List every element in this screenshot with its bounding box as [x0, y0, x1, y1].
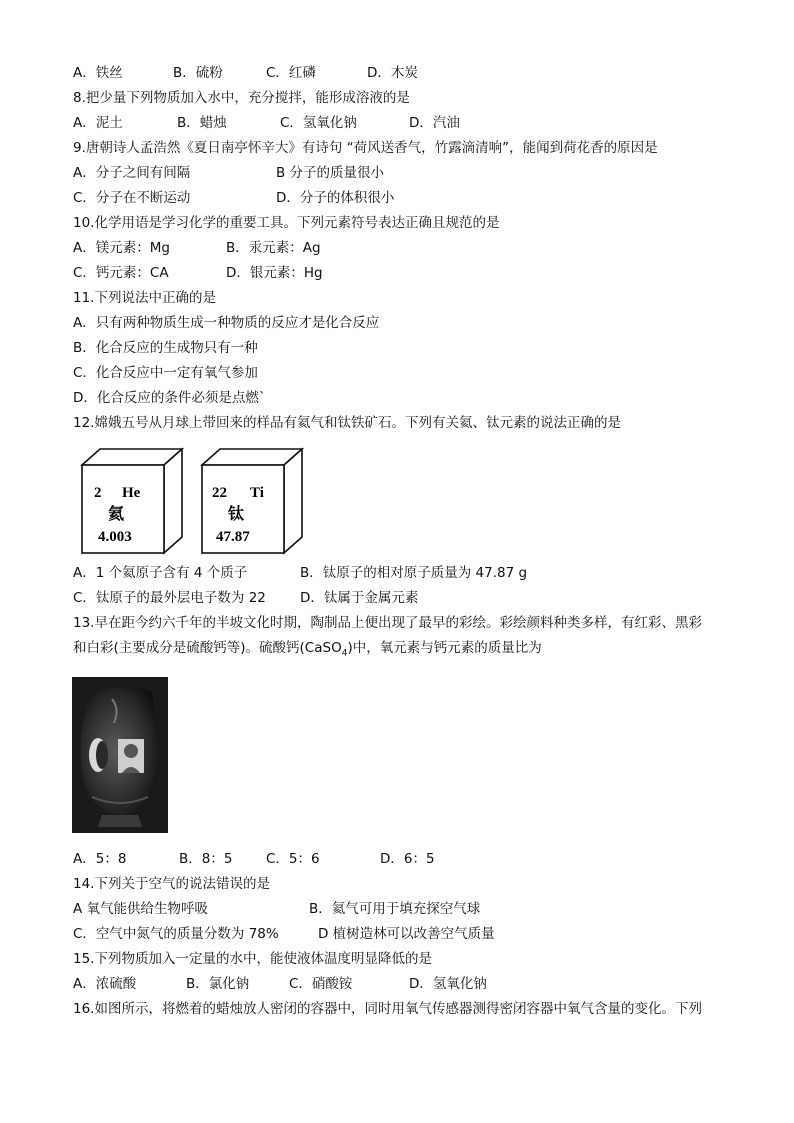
q14-options-row2: [73, 925, 733, 943]
q15-options: [73, 975, 733, 993]
q7-option-c: C．红磷: [266, 65, 316, 81]
q8-option-d: D．汽油: [409, 115, 460, 131]
q8-options: [73, 114, 733, 132]
q12-options-row1: [73, 564, 733, 582]
q9-options-row1: [73, 164, 733, 182]
q14-option-b: B．氦气可用于填充探空气球: [309, 901, 481, 917]
q7-option-b: B．硫粉: [173, 65, 223, 81]
q15-option-c: C．硝酸铵: [289, 976, 353, 992]
q12-option-b: B．钛原子的相对原子质量为 47.87 g: [300, 565, 528, 581]
q9-option-b: B 分子的质量很小: [276, 165, 385, 181]
helium-mass: 4.003: [98, 529, 132, 545]
subscript-four: 4: [341, 648, 348, 659]
q13-stem-pre: 和白彩(主要成分是硫酸钙等)。硫酸钙(CaSO: [73, 640, 342, 656]
q14-option-d: D 植树造林可以改善空气质量: [318, 926, 495, 942]
q12-option-a: A．1 个氦原子含有 4 个质子: [73, 565, 248, 581]
q14-option-a: A 氧气能供给生物呼吸: [73, 901, 209, 917]
titanium-element-card: [200, 447, 310, 557]
q10-options-row2: [73, 264, 733, 282]
q10-option-d: D．银元素：Hg: [226, 265, 323, 281]
titanium-name: 钛: [228, 504, 245, 523]
q16-stem: 16.如图所示，将燃着的蜡烛放人密闭的容器中，同时用氧气传感器测得密闭容器中氧气含量的变化。下列: [73, 1001, 702, 1017]
q9-option-d: D．分子的体积很小: [276, 190, 395, 206]
q13-option-d: D．6：5: [380, 851, 435, 867]
pottery-image: [72, 677, 168, 833]
q10-option-c: C．钙元素：CA: [73, 265, 169, 281]
titanium-atomic-number: 22: [212, 485, 227, 501]
q11-option-c: C．化合反应中一定有氧气参加: [73, 365, 258, 381]
helium-element-card: [80, 447, 190, 557]
q8-option-a: A．泥土: [73, 115, 123, 131]
q15-option-d: D．氢氧化钠: [409, 976, 487, 992]
q13-option-b: B．8：5: [179, 851, 233, 867]
titanium-symbol: Ti: [250, 485, 264, 501]
helium-symbol: He: [122, 485, 141, 501]
q10-stem: 10.化学用语是学习化学的重要工具。下列元素符号表达正确且规范的是: [73, 215, 500, 231]
q7-option-a: A．铁丝: [73, 65, 123, 81]
q10-option-a: A．镁元素：Mg: [73, 240, 170, 256]
q8-option-c: C．氢氧化钠: [280, 115, 357, 131]
q11-stem: 11.下列说法中正确的是: [73, 290, 216, 306]
titanium-mass: 47.87: [216, 529, 250, 545]
q14-option-c: C．空气中氮气的质量分数为 78%: [73, 926, 279, 942]
q7-options: [73, 64, 733, 82]
q11-option-a: A．只有两种物质生成一种物质的反应才是化合反应: [73, 315, 380, 331]
q14-options-row1: [73, 900, 733, 918]
q11-option-b: B．化合反应的生成物只有一种: [73, 340, 258, 356]
q9-option-a: A．分子之间有间隔: [73, 165, 191, 181]
q10-option-b: B．汞元素：Ag: [226, 240, 321, 256]
q15-stem: 15.下列物质加入一定量的水中，能使液体温度明显降低的是: [73, 951, 432, 967]
q15-option-a: A．浓硫酸: [73, 976, 137, 992]
q8-option-b: B．蜡烛: [177, 115, 227, 131]
q9-option-c: C．分子在不断运动: [73, 190, 191, 206]
q9-options-row2: [73, 189, 733, 207]
q13-stem-line2: [73, 639, 542, 663]
q12-stem: 12.嫦娥五号从月球上带回来的样品有氦气和钛铁矿石。下列有关氦、钛元素的说法正确的是: [73, 415, 621, 431]
q13-options: [73, 850, 733, 868]
q13-option-a: A．5：8: [73, 851, 127, 867]
q13-stem-post: )中，氧元素与钙元素的质量比为: [347, 640, 542, 656]
q14-stem: 14.下列关于空气的说法错误的是: [73, 876, 270, 892]
q12-options-row2: [73, 589, 733, 607]
q15-option-b: B．氯化钠: [186, 976, 250, 992]
q13-stem-line1: 13.早在距今约六千年的半坡文化时期，陶制品上便出现了最早的彩绘。彩绘颜料种类多样，有红彩、黑彩: [73, 615, 702, 631]
q8-stem: 8.把少量下列物质加入水中，充分搅拌，能形成溶液的是: [73, 90, 410, 106]
helium-name: 氦: [108, 504, 125, 523]
q10-options-row1: [73, 239, 733, 257]
helium-atomic-number: 2: [94, 485, 102, 501]
q12-option-d: D．钛属于金属元素: [300, 590, 419, 606]
q7-option-d: D．木炭: [367, 65, 418, 81]
q12-option-c: C．钛原子的最外层电子数为 22: [73, 590, 266, 606]
q13-option-c: C．5：6: [266, 851, 320, 867]
q11-option-d: D．化合反应的条件必须是点燃`: [73, 390, 266, 406]
q9-stem: 9.唐朝诗人孟浩然《夏日南亭怀辛大》有诗句 “荷风送香气，竹露滴清响”，能闻到荷花香的原因是: [73, 140, 658, 156]
painted-pottery-photo: [72, 677, 168, 833]
